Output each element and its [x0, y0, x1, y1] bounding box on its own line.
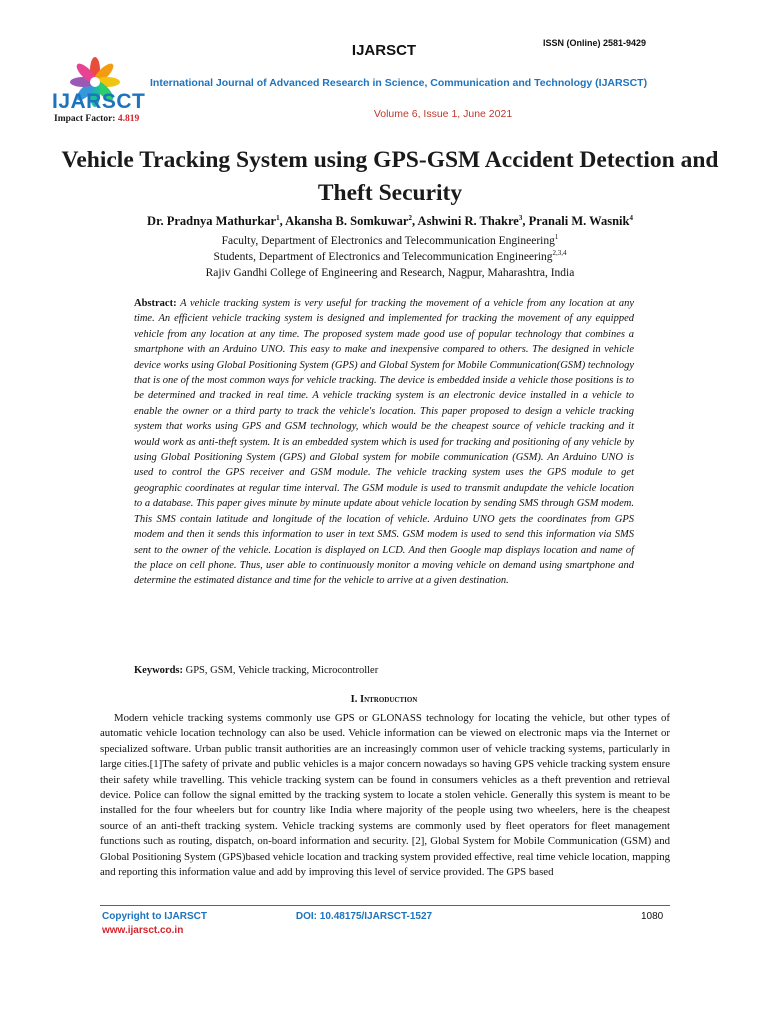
abstract	[134, 296, 634, 589]
copyright: Copyright to IJARSCT	[102, 911, 207, 922]
abstract-label: Abstract:	[134, 298, 177, 309]
author-name: Dr. Pradnya Mathurkar	[147, 214, 277, 228]
keywords	[134, 665, 634, 676]
author-sup: 1	[276, 213, 280, 222]
affiliation-institution: Rajiv Gandhi College of Engineering and Research, Nagpur, Maharashtra, India	[205, 267, 575, 279]
affiliation-sup: 2,3,4	[552, 249, 567, 258]
page-number: 1080	[641, 911, 664, 922]
author-name: Akansha B. Somkuwar	[285, 214, 409, 228]
affiliation-faculty	[60, 235, 720, 247]
website-link[interactable]: www.ijarsct.co.in	[102, 925, 184, 936]
keywords-text: GPS, GSM, Vehicle tracking, Microcontroller	[185, 665, 379, 676]
abstract-text: A vehicle tracking system is very useful for tracking the movement of a vehicle from any location at any time. An efficient vehicle tracking system is designed and implemented for tracking the movement of any equipped vehicle from any location at any time. The proposed system made good use of popular technology that combines a smartphone with an Arduino UNO. This easy to make and inexpensive compared to others. The designed in vehicle device works using Global Positioning System (GPS) and Global System for Mobile Communication(GSM) technology that is one of the most common ways for vehicle tracking. The device is embedded inside a vehicle those positions is to be determined and tracked in real time. A vehicle tracking system is an electronic device installed in a vehicle to enable the owner or a third party to track the vehicle's location. This paper proposed to design a vehicle tracking system that works using GPS and GSM technology, which would be the cheapest source of vehicle tracking and it would work as anti-theft system. It is an embedded system which is used for tracking and positioning of any vehicle by using Global Positioning System (GPS) and Global system for mobile communication (GSM). An Arduino UNO is used to control the GPS receiver and GSM module. The vehicle tracking system uses the GPS module to get geographic coordinates at regular time interval. The GSM module is used to transmit andupdate the vehicle location to a database. This paper gives minute by minute update about vehicle location by sending SMS through GSM modem. This SMS contain latitude and longitude of the location of vehicle. Arduino UNO gets the coordinates from GPS modem and then it sends this information to user in text SMS. GSM modem is used to send this information via SMS sent to the owner of the vehicle. Location is displayed on LCD. And then Google map displays location and name of the place on cell phone. Thus, user able to continuously monitor a moving vehicle on demand using smartphone and determine the estimated distance and time for the vehicle to arrive at a given destination.	[134, 298, 634, 587]
affiliation-text: Students, Department of Electronics and Telecommunication Engineering	[213, 251, 553, 263]
author-name: Ashwini R. Thakre	[417, 214, 519, 228]
author-sup: 2	[408, 213, 412, 222]
affiliation-students	[60, 251, 720, 263]
introduction-paragraph: Modern vehicle tracking systems commonly use GPS or GLONASS technology for locating the vehicle, but other types of automatic vehicle location technology can also be used. Vehicle information can be viewed on electronic maps via the Internet or specialized software. Urban public transit authorities are an increasingly common user of vehicle tracking systems, particularly in large cities.[1]The safety of private and public vehicles is a major concern nowadays so having GPS vehicle tracking system ensure their safety while travelling. This vehicle tracking system can be found in consumers vehicles as a theft prevention and retrieval device. Police can follow the signal emitted by the tracking system to locate a stolen vehicle. Generally this system is meant to be installed for the four wheelers but for country like India where majority of the people using two wheelers, here is the cheapest source of an anti-theft tracking system. Vehicle tracking systems are commonly used by fleet operators for fleet management functions such as routing, dispatch, on-board information and security. [2], Global System for Mobile Communication (GSM) and Global Positioning System (GPS)based vehicle location and tracking system provided effective, real time vehicle location, mapping and reporting this information value and add by improving this level of service provided. The GPS based	[100, 712, 670, 879]
author-name: Pranali M. Wasnik	[528, 214, 630, 228]
paper-title: Vehicle Tracking System using GPS-GSM Accident Detection and Theft Security	[61, 147, 719, 206]
author-sup: 3	[518, 213, 523, 222]
doi[interactable]: DOI: 10.48175/IJARSCT-1527	[295, 911, 433, 922]
author-sup: 4	[629, 213, 633, 222]
section-heading-introduction: I. Introduction	[350, 694, 418, 705]
footer-divider	[100, 905, 670, 906]
impact-factor-value: 4.819	[117, 114, 140, 124]
impact-factor-label: Impact Factor:	[54, 114, 118, 124]
author-list: Dr. Pradnya Mathurkar$^1$, Akansha B. Somkuwar$^2$, Ashwini R. Thakre$^3$, Pranali M. Wasnik$^4$	[147, 213, 633, 228]
issn: ISSN (Online) 2581-9429	[543, 38, 647, 48]
journal-full-name: International Journal of Advanced Research in Science, Communication and Technology (IJARSCT)	[150, 77, 648, 89]
affiliation-sup: 1	[554, 233, 559, 242]
journal-short-name: IJARSCT	[351, 42, 417, 59]
affiliation-text: Faculty, Department of Electronics and Telecommunication Engineering	[221, 235, 555, 247]
keywords-label: Keywords:	[134, 665, 183, 676]
volume-issue: Volume 6, Issue 1, June 2021	[373, 108, 513, 120]
logo-wordmark: IJARSCT	[52, 90, 146, 113]
